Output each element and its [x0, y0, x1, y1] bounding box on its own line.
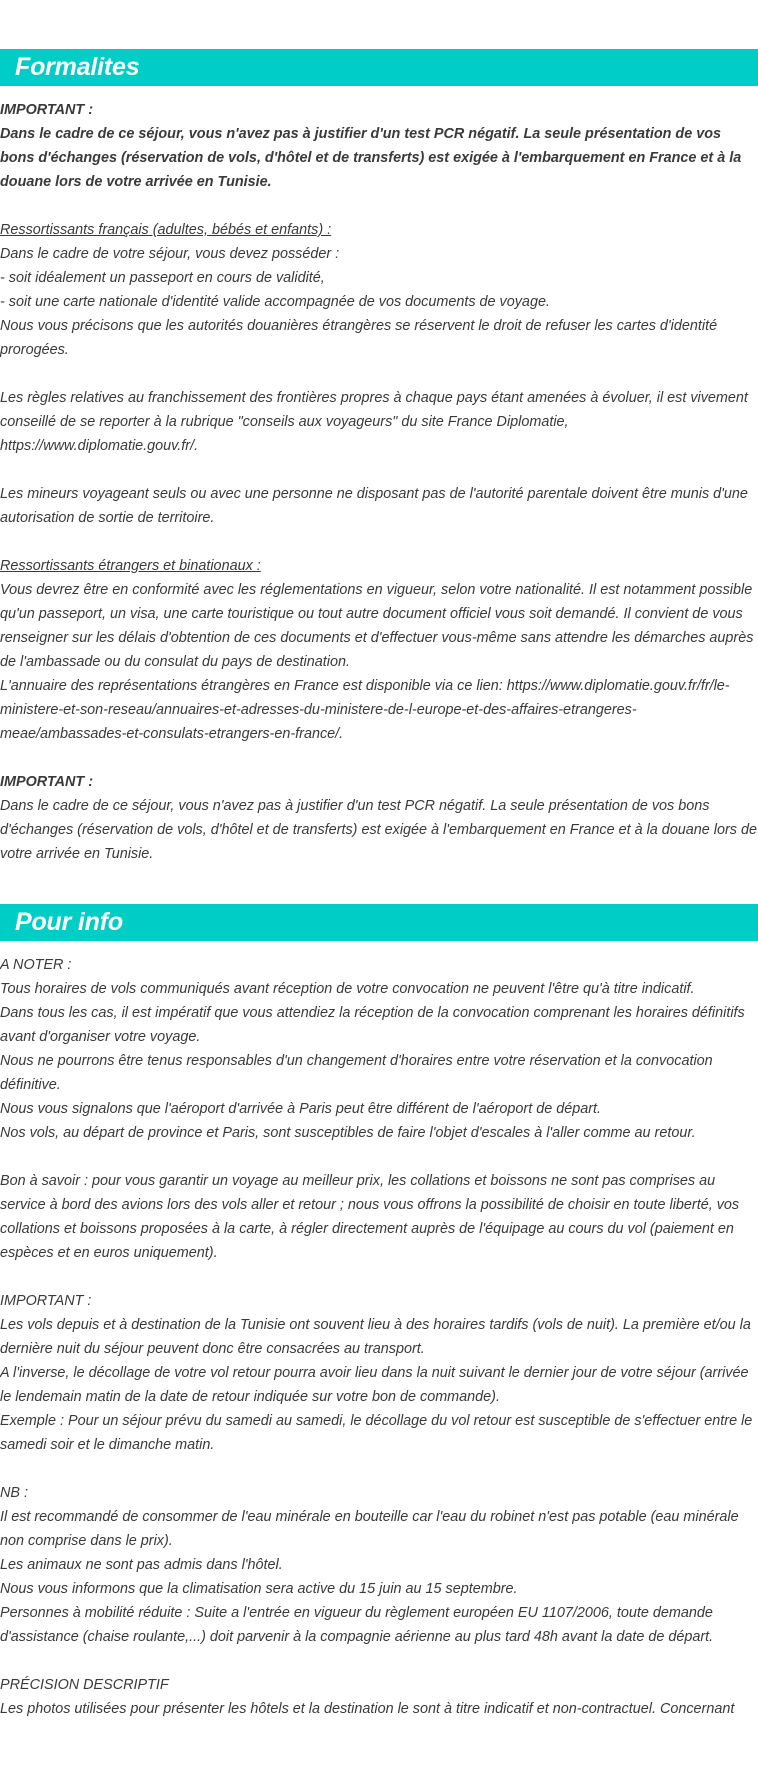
pour-info-content — [0, 941, 758, 1721]
text-line: Il est recommandé de consommer de l'eau minérale en bouteille car l'eau du robinet n'est pas potable (eau minérale non comprise dans le prix). — [0, 1509, 739, 1549]
text-line: Nos vols, au départ de province et Paris, sont susceptibles de faire l'objet d'escales à l'aller comme au retour. — [0, 1125, 696, 1141]
text-line: Les vols depuis et à destination de la Tunisie ont souvent lieu à des horaires tardifs (vols de nuit). La première et/ou la dernière nuit du séjour peuvent donc être consacrées au transport. — [0, 1317, 751, 1357]
page — [0, 49, 758, 1721]
text-line: Tous horaires de vols communiqués avant réception de votre convocation ne peuvent l'être qu'à titre indicatif. — [0, 981, 695, 997]
text-line: Dans tous les cas, il est impératif que vous attendiez la réception de la convocation comprenant les horaires définitifs avant d'organiser votre voyage. — [0, 1005, 745, 1045]
text-line: - soit idéalement un passeport en cours de validité, — [0, 270, 325, 286]
precision-label: PRÉCISION DESCRIPTIF — [0, 1677, 169, 1693]
minors-paragraph: Les mineurs voyageant seuls ou avec une personne ne disposant pas de l'autorité parentale doivent être munis d'une autorisation de sortie de territoire. — [0, 486, 748, 526]
text-line: Nous vous informons que la climatisation sera active du 15 juin au 15 septembre. — [0, 1581, 518, 1597]
nb-label: NB : — [0, 1485, 28, 1501]
text-line: A l'inverse, le décollage de votre vol retour pourra avoir lieu dans la nuit suivant le dernier jour de votre séjour (arrivée le lendemain matin de la date de retour indiquée sur votre bon de commande). — [0, 1365, 749, 1405]
section-title: Pour info — [15, 908, 123, 936]
text-line: Nous vous signalons que l'aéroport d'arrivée à Paris peut être différent de l'aéroport de départ. — [0, 1101, 602, 1117]
foreign-nationals-heading: Ressortissants étrangers et binationaux : — [0, 558, 261, 574]
formalites-content — [0, 86, 758, 866]
important-text: Dans le cadre de ce séjour, vous n'avez pas à justifier d'un test PCR négatif. La seule présentation de vos bons d'échanges (réservation de vols, d'hôtel et de transferts) est exigée à l'embarquement en France et à la douane lors de votre arrivée en Tunisie. — [0, 798, 757, 862]
precision-paragraph: Les photos utilisées pour présenter les hôtels et la destination le sont à titre indicatif et non-contractuel. Concernant — [0, 1701, 735, 1717]
text-line: Exemple : Pour un séjour prévu du samedi au samedi, le décollage du vol retour est susceptible de s'effectuer entre le samedi soir et le dimanche matin. — [0, 1413, 753, 1453]
important-label: IMPORTANT : — [0, 102, 93, 118]
text-line: Nous vous précisons que les autorités douanières étrangères se réservent le droit de refuser les cartes d'identité prorogées. — [0, 318, 718, 358]
text-line: Dans le cadre de votre séjour, vous devez posséder : — [0, 246, 340, 262]
text-line: Les animaux ne sont pas admis dans l'hôtel. — [0, 1557, 283, 1573]
a-noter-label: A NOTER : — [0, 957, 72, 973]
text-line: Nous ne pourrons être tenus responsables d'un changement d'horaires entre votre réservation et la convocation définitive. — [0, 1053, 713, 1093]
important-text: Dans le cadre de ce séjour, vous n'avez pas à justifier d'un test PCR négatif. La seule présentation de vos bons d'échanges (réservation de vols, d'hôtel et de transferts) est exigée à l'embarquement en France et à la douane lors de votre arrivée en Tunisie. — [0, 126, 742, 190]
important-label: IMPORTANT : — [0, 774, 93, 790]
rules-paragraph: Les règles relatives au franchissement des frontières propres à chaque pays étant amenées à évoluer, il est vivement conseillé de se reporter à la rubrique "conseils aux voyageurs" du site France Diplomatie, https://www.diplomatie.gouv.fr/. — [0, 390, 748, 454]
important-label: IMPORTANT : — [0, 1293, 92, 1309]
foreign-paragraph: Vous devrez être en conformité avec les réglementations en vigueur, selon votre nationalité. Il est notamment possible qu'un passeport, un visa, une carte touristique ou tout autre document officiel vous soit demandé. Il convient de vous renseigner sur les délais d'obtention de ces documents et d'effectuer vous-même sans attendre les démarches auprès de l'ambassade ou du consulat du pays de destination. — [0, 582, 754, 670]
section-header-pour-info — [0, 904, 758, 941]
annuaire-paragraph: L'annuaire des représentations étrangères en France est disponible via ce lien: https://www.diplomatie.gouv.fr/fr/le-ministere-et-son-reseau/annuaires-et-adresses-du-ministere-de-l-europe-et-des-affaires-etrangeres-meae/ambassades-et-consulats-etrangers-en-france/. — [0, 678, 730, 742]
text-line: Personnes à mobilité réduite : Suite a l'entrée en vigueur du règlement européen EU 1107/2006, toute demande d'assistance (chaise roulante,...) doit parvenir à la compagnie aérienne au plus tard 48h avant la date de départ. — [0, 1605, 714, 1645]
text-line: - soit une carte nationale d'identité valide accompagnée de vos documents de voyage. — [0, 294, 550, 310]
bon-a-savoir-paragraph: Bon à savoir : pour vous garantir un voyage au meilleur prix, les collations et boissons ne sont pas comprises au service à bord des avions lors des vols aller et retour ; nous vous offrons la possibilité de choisir en toute liberté, vos collations et boissons proposées à la carte, à régler directement auprès de l'équipage au cours du vol (paiement en espèces et en euros uniquement). — [0, 1173, 740, 1261]
section-header-formalites — [0, 49, 758, 86]
section-title: Formalites — [15, 53, 140, 81]
french-nationals-heading: Ressortissants français (adultes, bébés et enfants) : — [0, 222, 332, 238]
